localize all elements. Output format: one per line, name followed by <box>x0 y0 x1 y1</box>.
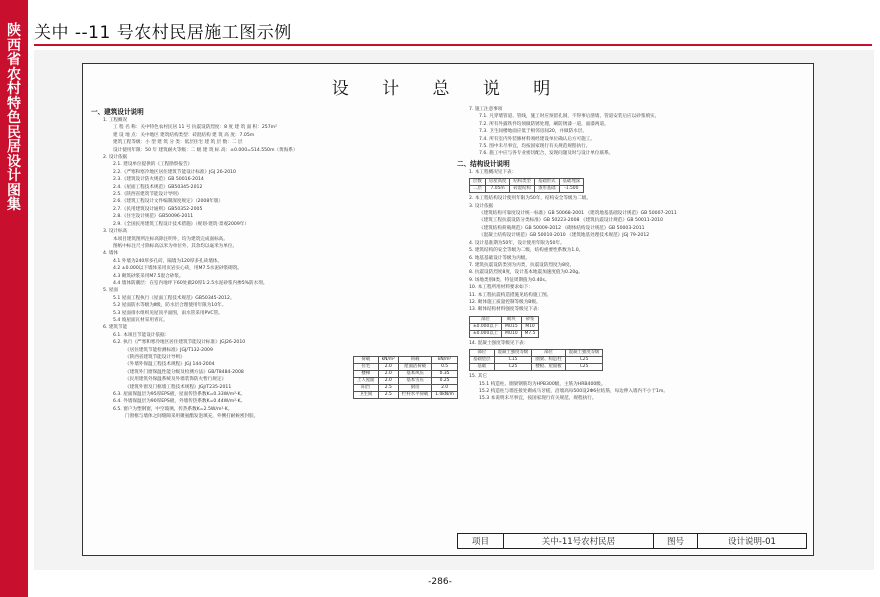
spec-line: 7. 施工注意事项 <box>469 107 503 112</box>
spec-line: 1. 本工程概况见下表： <box>469 169 517 175</box>
spec-line: 7.2. 所有外露铁件均须做防锈处理，刷防锈漆一道，面漆两道。 <box>479 121 609 127</box>
spec-line: 15.1 构造柱、圈梁钢筋均为HPB300级，主筋为HRB400级。 <box>479 381 606 387</box>
table-row <box>470 357 603 364</box>
spec-line: 14. 混凝土强度等级见下表： <box>469 340 529 346</box>
spec-line: 2.7.《民用建筑设计通则》GB50352-2005 <box>113 206 203 212</box>
page-number: -286- <box>428 577 452 587</box>
table-cell: MU10 <box>502 330 522 337</box>
drawing-sheet <box>82 63 814 556</box>
section-heading: 一、建筑设计说明 <box>91 108 144 116</box>
table-cell: 楼梯 <box>354 371 379 378</box>
spec-line: 《建筑结构荷载规范》GB 50009-2012 《砌体结构设计规范》GB 50003-2011 <box>479 225 645 231</box>
table-cell: 2.5 <box>378 392 398 399</box>
table-cell: 圈梁、构造柱 <box>532 357 565 364</box>
table-row <box>354 378 458 385</box>
spec-line: 9. 场地类别Ⅱ类，特征周期值为0.40s。 <box>469 277 550 283</box>
table-cell: 7.05m <box>485 186 510 193</box>
table-cell: 楼板、屋面板 <box>532 364 565 371</box>
spec-line: 7.5. 图中未尽事宜，均按国家现行有关规范规程执行。 <box>479 144 591 150</box>
side-band-text: 陕西省农村特色民居设计图集 <box>7 23 21 213</box>
masonry-material-table <box>469 316 539 338</box>
table-cell: kN/m² <box>432 357 458 364</box>
spec-line: 7.3. 卫生间楼地面应低于相邻房间20，并做防水层。 <box>479 129 587 135</box>
spec-line: 7. 建筑抗震设防类别为丙类，抗震设防烈度为8度。 <box>469 262 575 268</box>
title-block <box>457 533 807 549</box>
table-cell: 部位 <box>470 350 495 357</box>
table-cell: C25 <box>565 357 603 364</box>
spec-line: 5.2 屋面防水等级为Ⅱ级，防水层合理使用年限为10年。 <box>113 303 227 309</box>
spec-line: 4.1 外墙为240厚多孔砖，隔墙为120厚多孔砖墙体。 <box>113 258 222 264</box>
right-column <box>457 106 807 403</box>
spec-line: 6. 地基基础设计等级为丙级。 <box>469 255 530 261</box>
table-row <box>354 392 458 399</box>
table-row <box>354 371 458 378</box>
table-cell: M10 <box>521 323 539 330</box>
spec-line: 《外墙外保温工程技术规程》JGJ 144-2004 <box>125 362 215 368</box>
table-cell: C25 <box>494 364 532 371</box>
table-cell: 砖混结构 <box>510 186 535 193</box>
table-cell: 基础形式 <box>534 179 559 186</box>
table-row <box>470 323 539 330</box>
spec-line: 2.5.《陕西省建筑节能设计导则》 <box>113 192 182 198</box>
table-cell: 厨房 <box>398 385 431 392</box>
spec-line: 5.1 屋面工程执行《屋面工程技术规范》GB50345-2012。 <box>113 295 235 301</box>
table-cell: 部位 <box>470 316 502 323</box>
spec-line: 7.1. 凡穿墙管道、管线，施工时应预留孔洞，不得事后凿墙，管道安装后应以砂浆填实。 <box>479 114 660 120</box>
spec-line: 2.4.《屋面工程技术规范》GB50345-2012 <box>113 184 203 190</box>
table-cell: ±0.000以上 <box>470 330 502 337</box>
spec-line: 4.2 ±0.000以下墙体采用页岩实心砖，用M7.5水泥砂浆砌筑。 <box>113 266 242 272</box>
spec-line: 2. 本工程结构设计使用年限为50年，结构安全等级为二级。 <box>469 196 591 202</box>
table-cell: 条形基础 <box>534 186 559 193</box>
spec-line: 6.5. 窗户为塑钢窗，中空玻璃，传热系数K=2.5W/m²·K。 <box>113 406 233 412</box>
table-cell: 0.5 <box>432 364 458 371</box>
table-cell: 阳台 <box>354 385 379 392</box>
table-cell: 2.0 <box>378 378 398 385</box>
table-cell: M7.5 <box>521 330 539 337</box>
table-cell: 混凝土强度等级 <box>565 350 603 357</box>
table-cell: 卫生间 <box>354 392 379 399</box>
title-block-drawing-number: 设计说明-01 <box>728 537 776 547</box>
table-row <box>470 350 603 357</box>
spec-line: 10. 本工程所用材料要求如下： <box>469 285 533 291</box>
table-row <box>354 357 458 364</box>
spec-line: 6.2. 执行《严寒和寒冷地区居住建筑节能设计标准》JGJ26-2010 <box>113 340 246 346</box>
spec-line: 3. 设计依据 <box>469 203 494 209</box>
table-cell: 栏杆水平荷载 <box>398 392 431 399</box>
table-cell: 基本风压 <box>398 371 431 378</box>
spec-line: 2.2.《严寒和寒冷地区居住建筑节能设计标准》JGJ 26-2010 <box>113 169 236 175</box>
title-block-drawing-label: 图号 <box>654 534 698 548</box>
spec-line: 2.6.《建筑工程设计文件编制深度规定》（2008年版） <box>113 199 224 205</box>
side-band <box>0 0 28 597</box>
spec-line: 4. 设计基准期为50年，设计使用年限为50年。 <box>469 240 565 246</box>
spec-line: 4.3 砌筑砂浆采用M7.5混合砂浆。 <box>113 273 184 279</box>
spec-line: 6. 建筑节能 <box>103 325 128 331</box>
spec-line: 5. 屋面 <box>103 288 119 294</box>
table-cell: 基础垫层 <box>470 357 495 364</box>
spec-line: 15. 其它 <box>469 374 487 380</box>
spec-line: 13. 砌体结构材料强度等级见下表： <box>469 307 543 313</box>
spec-line: 《居住建筑节能检测标准》JGJ/T132-2009 <box>125 347 213 353</box>
spec-line: 15.3 本说明未尽事宜，按国家现行有关规范、规程执行。 <box>479 396 597 402</box>
spec-line: 《陕西省建筑节能设计导则》 <box>125 355 185 360</box>
spec-line: 图纸中标注尺寸除标高以米为单位外，其余均以毫米为单位。 <box>113 243 238 249</box>
spec-line: 5. 建筑结构的安全等级为二级，结构重要性系数为1.0。 <box>469 248 584 254</box>
table-cell: 屋面活荷载 <box>398 364 431 371</box>
table-cell: -1.500 <box>559 186 584 193</box>
spec-line: 《建筑结构可靠度设计统一标准》GB 50068-2001 《建筑地基基础设计规范》GB 50007-2011 <box>479 211 677 217</box>
table-cell: 2.0 <box>378 364 398 371</box>
concrete-grade-table <box>469 349 603 371</box>
spec-line: 2.1. 建设单位提供的《工程勘察报告》 <box>113 162 193 168</box>
spec-line: 2.8.《住宅设计规范》GB50096-2011 <box>113 214 194 220</box>
table-cell: 层数 <box>470 179 486 186</box>
table-cell: 2.0 <box>378 371 398 378</box>
spec-line: 5.4 坡屋面瓦材采用青瓦。 <box>113 317 168 323</box>
spec-line: 《建筑工程抗震设防分类标准》GB 50223-2008 《建筑抗震设计规范》GB 50011-2010 <box>479 218 663 224</box>
title-block-project-label: 项目 <box>458 534 504 548</box>
table-cell: 二层 <box>470 186 486 193</box>
table-cell: 砂浆 <box>521 316 539 323</box>
spec-line: 11. 本工程抗震构造措施见结构施工图。 <box>469 292 552 298</box>
spec-line: 建 设 地 点：关中地区 建筑结构类型：砖混结构 建 筑 高 度：7.05m <box>113 132 255 138</box>
spec-line: 8. 抗震设防烈度8度，设计基本地震加速度值为0.20g。 <box>469 270 583 276</box>
table-cell: 基础 <box>470 364 495 371</box>
table-cell: 混凝土强度等级 <box>494 350 532 357</box>
spec-line: 4.4 墙体防潮层：在室内地坪下60处做20厚1:2.5水泥砂浆内掺5%防水剂。 <box>113 280 268 286</box>
spec-line: 《建筑外窗及门框墙工程技术规程》JGJ/T235-2011 <box>125 384 232 390</box>
table-cell: 砌块 <box>502 316 522 323</box>
page-header-title: 关中 --11 号农村民居施工图示例 <box>34 23 292 43</box>
sheet-title: 设 计 总 说 明 <box>331 79 565 99</box>
table-cell: 结构类型 <box>510 179 535 186</box>
table-cell: 基础埋深 <box>559 179 584 186</box>
table-cell: 房屋高度 <box>485 179 510 186</box>
spec-line: 建筑工程等级：小 型 建 筑 分 类：低层住宅 建 筑 层 数：二 层 <box>113 140 243 146</box>
table-cell: 0.25 <box>432 378 458 385</box>
table-cell: kN/m² <box>378 357 398 364</box>
load-table-wrapper <box>353 356 458 399</box>
table-cell: 荷载 <box>398 357 431 364</box>
table-cell: 0.35 <box>432 371 458 378</box>
table-cell: 2.0 <box>432 385 458 392</box>
table-row <box>470 186 584 193</box>
spec-line: 《建筑外门窗保温性能分级及检测方法》GB/T8484-2008 <box>125 369 244 375</box>
table-row <box>470 316 539 323</box>
table-row <box>354 385 458 392</box>
spec-line: 《民用建筑外保温系统及外墙装饰防火暂行规定》 <box>125 377 227 383</box>
table-cell: ±0.000以下 <box>470 323 502 330</box>
table-cell: C25 <box>565 364 603 371</box>
spec-line: 《混凝土结构设计规范》GB 50010-2010 《建筑地基处理技术规范》JGJ 79-2012 <box>479 233 650 239</box>
spec-line: 1. 工程概况 <box>103 118 128 123</box>
spec-line: 本项目建筑图所注标高除注明外，均为建筑完成面标高。 <box>113 236 228 242</box>
load-table <box>353 356 458 399</box>
spec-line: 3. 设计标高 <box>103 229 128 235</box>
table-cell: 2.5 <box>378 385 398 392</box>
spec-line: 2.3.《建筑设计防火规范》GB 50016-2014 <box>113 177 204 183</box>
section-heading: 二、结构设计说明 <box>457 159 510 168</box>
table-cell: C15 <box>494 357 532 364</box>
table-cell: 上人屋面 <box>354 378 379 385</box>
spec-line: 7.4. 所有室内外装修材料须经建设单位确认后方可施工。 <box>479 136 595 142</box>
spec-line: 6.4. 外墙保温层为90厚EPS板，外墙传热系数K=0.44W/m²·K。 <box>113 399 246 405</box>
header-divider <box>34 44 872 46</box>
spec-line: 6.3. 屋面保温层为95厚EPS板，屋面传热系数K=0.33W/m²·K。 <box>113 392 246 398</box>
table-cell: 1.0kN/m <box>432 392 458 399</box>
table-cell: 住宅 <box>354 364 379 371</box>
spec-line: 7.6. 施工中应与各专业密切配合，发现问题及时与设计单位联系。 <box>479 151 614 157</box>
spec-line: 6.1. 本项目节能设计依据： <box>113 332 170 338</box>
project-overview-table <box>469 178 584 193</box>
table-row <box>470 364 603 371</box>
spec-line: 门窗框与墙体之间缝隙采用聚氨酯发泡填充，外侧打耐候密封胶。 <box>125 414 259 420</box>
spec-line: 12. 砌体施工质量控制等级为B级。 <box>469 299 541 305</box>
spec-line: 15.2 构造柱与墙连接处砌成马牙槎，沿墙高每500设2Φ6拉结筋，每边伸入墙内不小于1m。 <box>479 388 668 394</box>
table-cell: 荷载 <box>354 357 379 364</box>
table-row <box>470 330 539 337</box>
table-row <box>354 364 458 371</box>
table-row <box>470 179 584 186</box>
spec-line: 2. 设计依据 <box>103 155 128 161</box>
spec-line: 设计使用年限：50 年 建筑耐火等级：二 级 建 筑 标 高：±0.000=514.550m（黄海系） <box>113 147 298 153</box>
spec-line: 2.9.《全国民用建筑工程设计技术措施》（规划·建筑·景观2009年） <box>113 221 249 227</box>
table-cell: MU15 <box>502 323 522 330</box>
table-cell: 部位 <box>532 350 565 357</box>
spec-line: 工 程 名 称：关中特色农村民居 11 号 抗震设防烈度：8 度 建 筑 面 积：257m² <box>113 125 277 131</box>
spec-line: 4. 墙体 <box>103 251 119 257</box>
table-cell: 基本雪压 <box>398 378 431 385</box>
title-block-project: 关中-11号农村民居 <box>504 534 654 548</box>
spec-line: 5.3 屋面排水组织见屋顶平面图，雨水管采用PVC管。 <box>113 310 223 316</box>
